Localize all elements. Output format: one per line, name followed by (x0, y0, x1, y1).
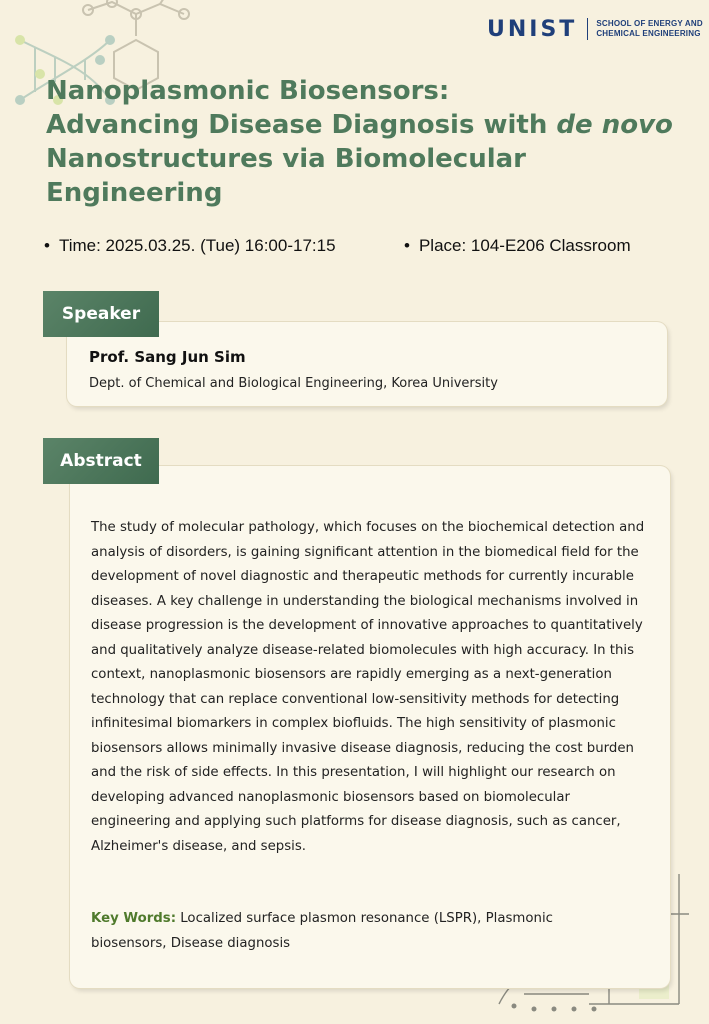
logo-subtitle (596, 19, 703, 39)
keywords-text: Localized surface plasmon resonance (LSPR), Plasmonic biosensors, Disease diagnosis (91, 911, 553, 951)
event-time-text: Time: 2025.03.25. (Tue) 16:00-17:15 (58, 236, 336, 255)
logo-divider (587, 18, 588, 40)
abstract-card (70, 466, 670, 988)
event-place-text: Place: 104-E206 Classroom (418, 236, 631, 255)
title-line1: Nanoplasmonic Biosensors: (46, 76, 450, 106)
bullet: • (44, 236, 50, 255)
event-place (404, 236, 631, 256)
logo-subtitle-line1: SCHOOL OF ENERGY AND (596, 19, 703, 28)
event-time (44, 236, 336, 256)
speaker-name: Prof. Sang Jun Sim (89, 348, 246, 366)
title-line2-italic: de novo (556, 110, 673, 140)
title-line4: Engineering (46, 178, 223, 208)
title-line2: Advancing Disease Diagnosis with (46, 110, 557, 140)
keywords (91, 907, 591, 956)
title-line3: Nanostructures via Biomolecular (46, 144, 526, 174)
abstract-text: The study of molecular pathology, which focuses on the biochemical detection and analysis of disorders, is gaining significant attention in the biomedical field for the development of novel diagnostic and therapeutic methods for currently incurable diseases. A key challenge in understanding the biological mechanisms involved in disease progression is the development of innovative approaches to quantitatively and qualitatively analyze disease-related biomolecules with high accuracy. In this context, nanoplasmonic biosensors are rapidly emerging as a next-generation technology that can replace conventional low-sensitivity methods for detecting infinitesimal biomarkers in complex biofluids. The high sensitivity of plasmonic biosensors allows minimally invasive disease diagnosis, reducing the cost burden and the risk of side effects. In this presentation, I will highlight our research on developing advanced nanoplasmonic biosensors based on biomolecular engineering and applying such platforms for disease diagnosis, such as cancer, Alzheimer's disease, and sepsis. (91, 520, 645, 854)
unist-logo (487, 16, 703, 42)
speaker-tab: Speaker (43, 291, 159, 337)
page-title (46, 74, 686, 210)
logo-wordmark: UNIST (487, 16, 578, 42)
keywords-label: Key Words: (91, 911, 177, 926)
logo-subtitle-line2: CHEMICAL ENGINEERING (596, 29, 701, 38)
bullet: • (404, 236, 410, 255)
speaker-department: Dept. of Chemical and Biological Engineering, Korea University (89, 376, 498, 391)
abstract-tab: Abstract (43, 438, 159, 484)
